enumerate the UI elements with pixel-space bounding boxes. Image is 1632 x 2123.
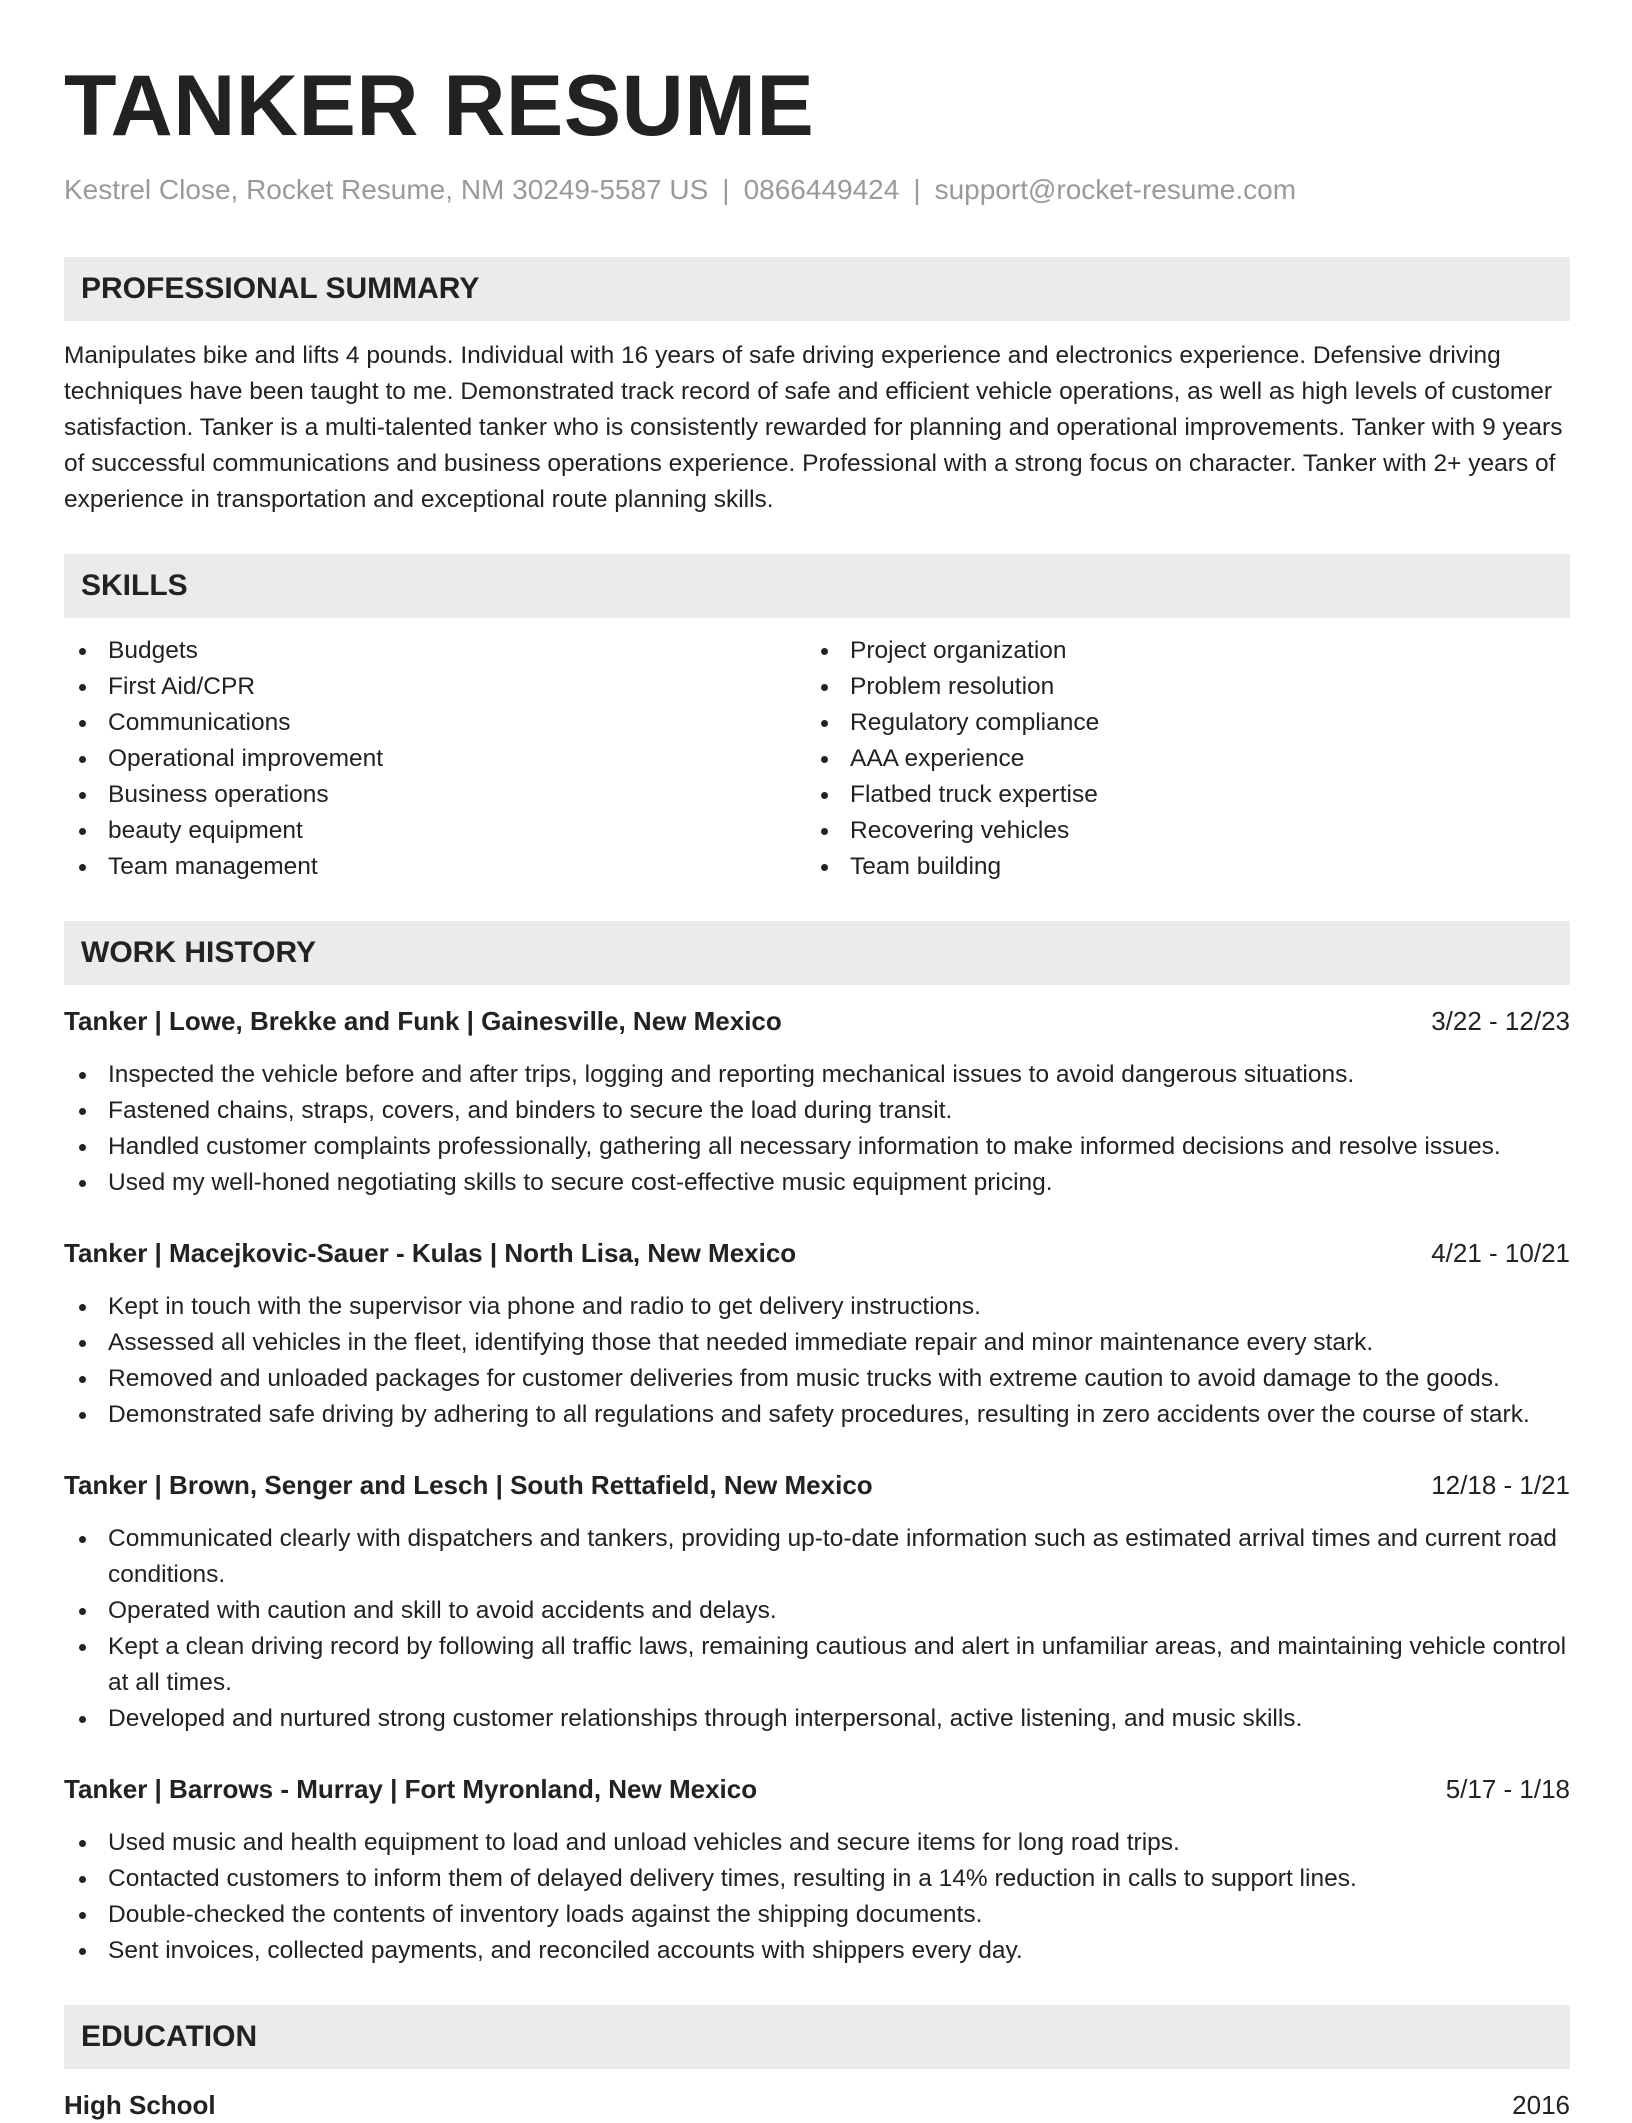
job-header bbox=[64, 1235, 1570, 1271]
job-bullet: Double-checked the contents of inventory loads against the shipping documents. bbox=[64, 1897, 1570, 1933]
skill-item: beauty equipment bbox=[64, 813, 806, 849]
contact-phone: 0866449424 bbox=[743, 174, 900, 205]
job-dates: 3/22 - 12/23 bbox=[1431, 1006, 1570, 1036]
job-header bbox=[64, 1771, 1570, 1807]
job-entry bbox=[64, 1003, 1570, 1201]
section-header-summary: PROFESSIONAL SUMMARY bbox=[64, 257, 1570, 321]
skill-item: Project organization bbox=[806, 633, 1548, 669]
skill-item: Recovering vehicles bbox=[806, 813, 1548, 849]
job-bullet: Handled customer complaints professionally, gathering all necessary information to make informed decisions and resolve issues. bbox=[64, 1129, 1570, 1165]
job-title: Tanker | Macejkovic-Sauer - Kulas | North Lisa, New Mexico bbox=[64, 1238, 797, 1268]
job-header bbox=[64, 1467, 1570, 1503]
section-header-work-history: WORK HISTORY bbox=[64, 921, 1570, 985]
job-bullet: Kept a clean driving record by following all traffic laws, remaining cautious and alert in unfamiliar areas, and maintaining vehicle control at all times. bbox=[64, 1629, 1570, 1701]
job-bullet: Developed and nurtured strong customer relationships through interpersonal, active listening, and music skills. bbox=[64, 1701, 1570, 1737]
skill-item: Flatbed truck expertise bbox=[806, 777, 1548, 813]
resume-title: TANKER RESUME bbox=[64, 58, 815, 154]
job-bullet: Removed and unloaded packages for customer deliveries from music trucks with extreme caution to avoid damage to the goods. bbox=[64, 1361, 1570, 1397]
job-bullet: Used my well-honed negotiating skills to secure cost-effective music equipment pricing. bbox=[64, 1165, 1570, 1201]
skill-item: Operational improvement bbox=[64, 741, 806, 777]
contact-line bbox=[64, 172, 1570, 208]
skill-item: First Aid/CPR bbox=[64, 669, 806, 705]
skills-grid bbox=[64, 633, 1570, 885]
skills-column-left bbox=[64, 633, 806, 885]
skill-item: Problem resolution bbox=[806, 669, 1548, 705]
job-dates: 12/18 - 1/21 bbox=[1431, 1470, 1570, 1500]
skill-item: AAA experience bbox=[806, 741, 1548, 777]
job-bullets bbox=[64, 1521, 1570, 1737]
job-bullet: Inspected the vehicle before and after trips, logging and reporting mechanical issues to avoid dangerous situations. bbox=[64, 1057, 1570, 1093]
job-bullet: Communicated clearly with dispatchers and tankers, providing up-to-date information such as estimated arrival times and current road conditions. bbox=[64, 1521, 1570, 1593]
job-bullet: Sent invoices, collected payments, and reconciled accounts with shippers every day. bbox=[64, 1933, 1570, 1969]
education-year: 2016 bbox=[1512, 2090, 1570, 2120]
job-bullet: Fastened chains, straps, covers, and binders to secure the load during transit. bbox=[64, 1093, 1570, 1129]
job-dates: 4/21 - 10/21 bbox=[1431, 1238, 1570, 1268]
contact-separator: | bbox=[913, 174, 921, 205]
skill-item: Communications bbox=[64, 705, 806, 741]
skill-item: Team building bbox=[806, 849, 1548, 885]
job-bullet: Contacted customers to inform them of delayed delivery times, resulting in a 14% reduction in calls to support lines. bbox=[64, 1861, 1570, 1897]
job-entry bbox=[64, 1235, 1570, 1433]
job-bullet: Assessed all vehicles in the fleet, identifying those that needed immediate repair and minor maintenance every stark. bbox=[64, 1325, 1570, 1361]
job-bullets bbox=[64, 1825, 1570, 1969]
job-dates: 5/17 - 1/18 bbox=[1445, 1774, 1570, 1804]
job-bullet: Demonstrated safe driving by adhering to all regulations and safety procedures, resulting in zero accidents over the course of stark. bbox=[64, 1397, 1570, 1433]
skill-item: Team management bbox=[64, 849, 806, 885]
education-title: High School bbox=[64, 2090, 216, 2120]
job-title: Tanker | Brown, Senger and Lesch | South Rettafield, New Mexico bbox=[64, 1470, 873, 1500]
job-bullets bbox=[64, 1057, 1570, 1201]
job-title: Tanker | Lowe, Brekke and Funk | Gainesville, New Mexico bbox=[64, 1006, 782, 1036]
job-entry bbox=[64, 1467, 1570, 1737]
skill-item: Regulatory compliance bbox=[806, 705, 1548, 741]
section-header-skills: SKILLS bbox=[64, 554, 1570, 618]
job-title: Tanker | Barrows - Murray | Fort Myronland, New Mexico bbox=[64, 1774, 758, 1804]
job-bullet: Kept in touch with the supervisor via phone and radio to get delivery instructions. bbox=[64, 1289, 1570, 1325]
job-bullet: Operated with caution and skill to avoid accidents and delays. bbox=[64, 1593, 1570, 1629]
job-bullets bbox=[64, 1289, 1570, 1433]
section-header-education: EDUCATION bbox=[64, 2005, 1570, 2069]
job-bullet: Used music and health equipment to load and unload vehicles and secure items for long road trips. bbox=[64, 1825, 1570, 1861]
contact-address: Kestrel Close, Rocket Resume, NM 30249-5587 US bbox=[64, 174, 709, 205]
skills-column-right bbox=[806, 633, 1548, 885]
contact-separator: | bbox=[722, 174, 730, 205]
skill-item: Budgets bbox=[64, 633, 806, 669]
skill-item: Business operations bbox=[64, 777, 806, 813]
summary-text: Manipulates bike and lifts 4 pounds. Individual with 16 years of safe driving experience and electronics experience. Defensive driving techniques have been taught to me. Demonstrated track record of safe and efficient vehicle operations, as well as high levels of customer satisfaction. Tanker is a multi-talented tanker who is consistently rewarded for planning and operational improvements. Tanker with 9 years of successful communications and business operations experience. Professional with a strong focus on character. Tanker with 2+ years of experience in transportation and exceptional route planning skills. bbox=[64, 342, 1563, 513]
job-header bbox=[64, 1003, 1570, 1039]
job-entry bbox=[64, 1771, 1570, 1969]
education-entry bbox=[64, 2087, 1570, 2123]
contact-email: support@rocket-resume.com bbox=[934, 174, 1297, 205]
